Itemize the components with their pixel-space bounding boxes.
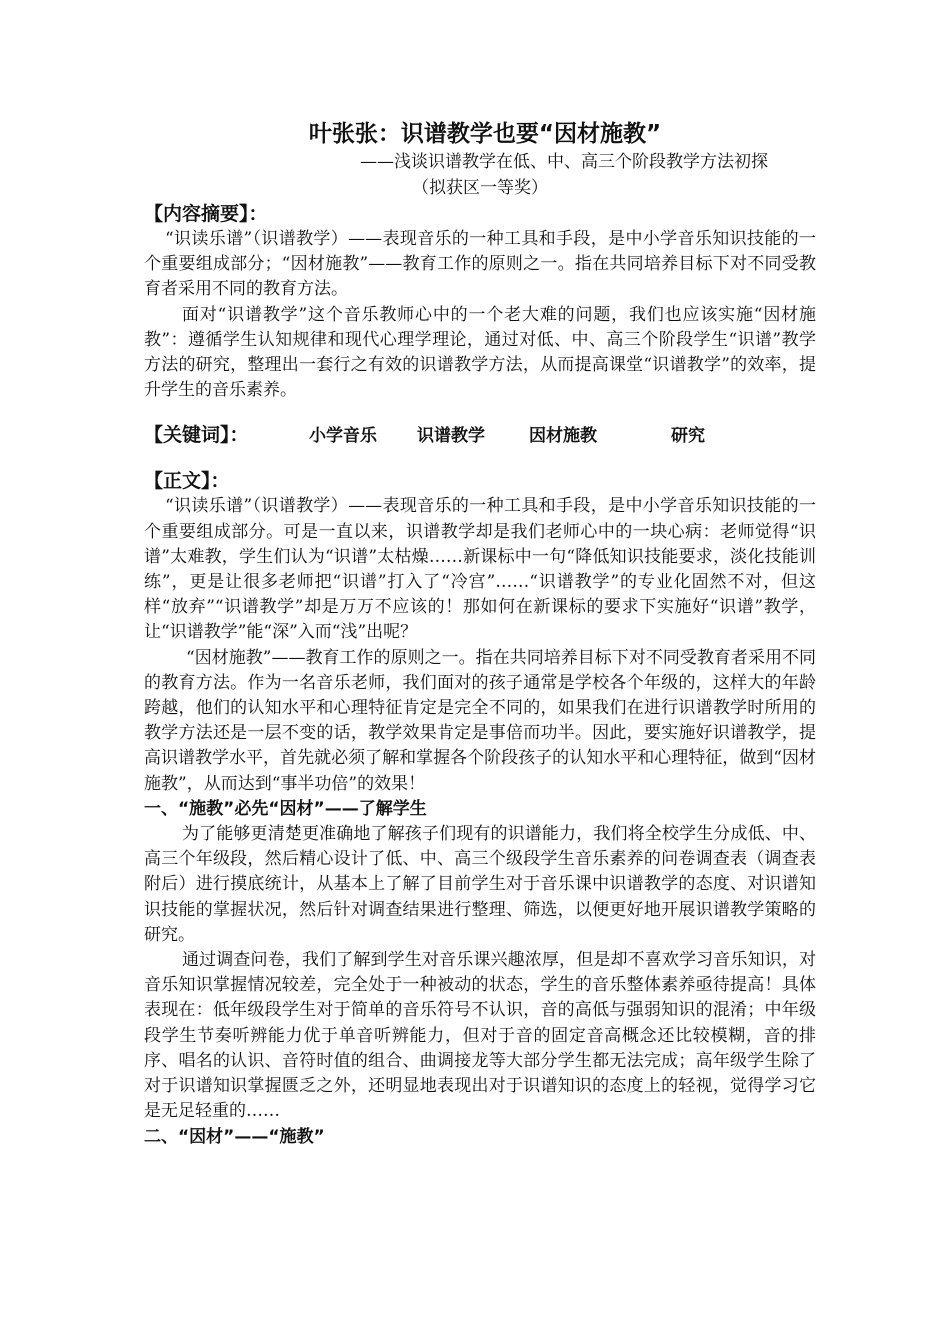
keyword: 因材施教 xyxy=(529,426,597,447)
abstract-paragraph: “识读乐谱”（识谱教学）——表现音乐的一种工具和手段，是中小学音乐知识技能的一个重要组成部分；“因材施教”——教育工作的原则之一。指在共同培养目标下对不同受教育者采用不同的教育方法。 xyxy=(144,229,816,300)
section-heading: 一、“施教”必先“因材”——了解学生 xyxy=(144,798,427,819)
abstract-heading: 【内容摘要】： xyxy=(144,203,268,225)
keyword: 小学音乐 xyxy=(309,426,377,447)
body-paragraph: “识读乐谱”（识谱教学）——表现音乐的一种工具和手段，是中小学音乐知识技能的一个重要组成部分。可是一直以来，识谱教学却是我们老师心中的一块心病：老师觉得“识谱”太难教，学生们认为“识谱”太枯燥……新课标中一句“降低知识技能要求，淡化技能训练”，更是让很多老师把“识谱”打入了“冷宫”……“识谱教学”的专业化固然不对，但这样“放弃”“识谱教学”却是万万不应该的！那如何在新课标的要求下实施好“识谱”教学，让“识谱教学”能“深”入而“浅”出呢？ xyxy=(144,496,816,643)
body-heading: 【正文】： xyxy=(144,470,230,493)
keywords-heading: 【关键词】： xyxy=(144,424,249,447)
award-note: （拟获区一等奖） xyxy=(412,178,548,198)
section-paragraph: 通过调查问卷，我们了解到学生对音乐课兴趣浓厚，但是却不喜欢学习音乐知识，对音乐知识掌握情况较差，完全处于一种被动的状态，学生的音乐整体素养亟待提高！具体表现在：低年级段学生对于简单的音乐符号不认识，音的高低与强弱知识的混淆；中年级段学生节奏听辨能力优于单音听辨能力，但对于音的固定音高概念还比较模糊，音的排序、唱名的认识、音符时值的组合、曲调接龙等大部分学生都无法完成；高年级学生除了对于识谱知识掌握匮乏之外，还明显地表现出对于识谱知识的态度上的轻视，觉得学习它是无足轻重的…… xyxy=(144,950,816,1122)
document-subtitle: ——浅谈识谱教学在低、中、高三个阶段教学方法初探 xyxy=(360,152,768,172)
document-title: 叶张张：识谱教学也要“因材施教” xyxy=(308,121,662,147)
section-paragraph: 为了能够更清楚更准确地了解孩子们现有的识谱能力，我们将全校学生分成低、中、高三个年级段，然后精心设计了低、中、高三个级段学生音乐素养的问卷调查表（调查表附后）进行摸底统计，从基本上了解了目前学生对于音乐课中识谱教学的态度、对识谱知识技能的掌握状况，然后针对调查结果进行整理、筛选，以便更好地开展识谱教学策略的研究。 xyxy=(144,824,816,945)
section-heading: 二、“因材”——“施教” xyxy=(144,1126,325,1147)
keyword: 研究 xyxy=(671,426,705,447)
abstract-paragraph: 面对“识谱教学”这个音乐教师心中的一个老大难的问题，我们也应该实施“因材施教”：遵循学生认知规律和现代心理学理论，通过对低、中、高三个阶段学生“识谱”教学方法的研究，整理出一套行之有效的识谱教学方法，从而提高课堂“识谱教学”的效率，提升学生的音乐素养。 xyxy=(144,304,816,401)
document-page xyxy=(144,118,816,1150)
body-paragraph: “因材施教”——教育工作的原则之一。指在共同培养目标下对不同受教育者采用不同的教育方法。作为一名音乐老师，我们面对的孩子通常是学校各个年级的，这样大的年龄跨越，他们的认知水平和心理特征肯定是完全不同的，如果我们在进行识谱教学时所用的教学方法还是一层不变的话，教学效果肯定是事倍而功半。因此，要实施好识谱教学，提高识谱教学水平，首先就必须了解和掌握各个阶段孩子的认知水平和心理特征，做到“因材施教”，从而达到“事半功倍”的效果！ xyxy=(144,647,816,794)
abstract-section xyxy=(144,201,816,403)
keywords-line xyxy=(144,421,816,450)
body-section xyxy=(144,468,816,1149)
keyword: 识谱教学 xyxy=(417,426,485,447)
